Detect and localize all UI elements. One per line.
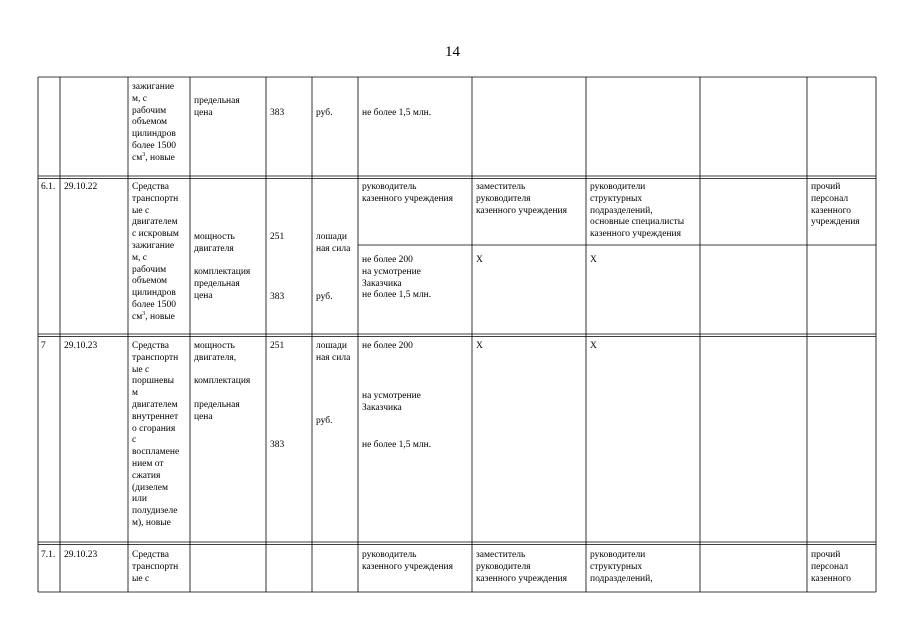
r2-unit-price: руб. — [316, 416, 333, 426]
r2-code-power: 251 — [270, 341, 285, 351]
r3-number: 7.1. — [41, 550, 56, 560]
r1-okpd-code: 29.10.22 — [64, 182, 98, 192]
r0-unit: руб. — [316, 108, 333, 118]
r1-name-line: цилиндров — [132, 288, 176, 299]
r1-name-line: зажигание — [132, 240, 175, 251]
r1-name-unit-line — [132, 312, 179, 324]
r3-header-deputy: заместитель руководителя казенного учреждения — [476, 550, 568, 584]
r1-name-line: Средства — [132, 182, 169, 192]
r1-name-line: рабочим — [132, 264, 167, 275]
r1-name-line: двигателем — [132, 217, 178, 228]
r1-name-line: м, с — [132, 252, 147, 263]
r0-code: 383 — [270, 108, 285, 118]
r1-name-line: ые с — [132, 205, 150, 216]
r1-characteristic: мощность двигателя комплектация предельная цена — [194, 232, 251, 301]
r1-name-line: объемом — [132, 276, 168, 287]
r0-name-unit-line — [132, 153, 176, 165]
r3-header-managers: руководители структурных подразделений, — [590, 550, 653, 584]
r2-name: Средства транспортн ые с поршневы м двигателем внутреннет о сгорания с воспламене нием от сжатия (дизелем или полудизеле м), новые — [132, 341, 180, 528]
r0-name-line: более 1500 — [132, 140, 177, 151]
r1-code-price: 383 — [270, 292, 285, 302]
r2-characteristic: мощность двигателя, комплектация предельная цена — [194, 341, 251, 422]
r1-name-tail: , новые — [145, 311, 175, 322]
r1-name-line: транспортн — [132, 193, 179, 204]
r0-name-tail: , новые — [145, 152, 175, 163]
r1-code-power: 251 — [270, 232, 285, 242]
r1-value-head: не более 200 на усмотрение Заказчика не более 1,5 млн. — [362, 255, 432, 301]
r0-name-line: м, с — [132, 93, 147, 104]
r2-value-power: не более 200 — [362, 341, 413, 351]
r3-name: Средства транспортн ые с — [132, 550, 179, 584]
r0-name-line: зажигание — [132, 82, 175, 92]
r1-name-unit: см — [132, 311, 143, 322]
r0-characteristic: предельная цена — [194, 96, 240, 118]
r3-okpd-code: 29.10.23 — [64, 550, 98, 560]
r3-header-other-staff: прочий персонал казенного — [811, 550, 851, 584]
r0-name-line: объемом — [132, 117, 168, 128]
r1-header-head: руководитель казенного учреждения — [362, 182, 454, 204]
r0-value: не более 1,5 млн. — [362, 108, 432, 118]
r1-unit-price: руб. — [316, 292, 333, 302]
r2-value-price: не более 1,5 млн. — [362, 440, 432, 450]
r0-name-unit-sup: 3 — [142, 151, 146, 158]
r1-header-managers: руководители структурных подразделений, основные специалисты казенного учреждения — [590, 182, 685, 240]
r0-name-unit: см — [132, 152, 143, 163]
r1-number: 6.1. — [41, 182, 56, 192]
r2-value-managers: Х — [590, 341, 597, 351]
r1-name-unit-sup: 3 — [142, 310, 146, 317]
r0-name-line: рабочим — [132, 105, 167, 116]
r1-name-line: более 1500 — [132, 299, 177, 310]
r3-header-head: руководитель казенного учреждения — [362, 550, 454, 572]
r0-name-line: цилиндров — [132, 129, 176, 140]
r1-header-deputy: заместитель руководителя казенного учреждения — [476, 182, 568, 216]
r1-name-cell — [132, 182, 179, 324]
r2-okpd-code: 29.10.23 — [64, 341, 98, 351]
r1-unit-power: лошади ная сила — [316, 232, 351, 254]
r0-name-cell — [132, 82, 176, 165]
r1-value-managers: Х — [590, 255, 597, 265]
r2-number: 7 — [41, 341, 46, 351]
r2-unit-power: лошади ная сила — [316, 341, 351, 363]
page-number: 14 — [445, 44, 460, 60]
r1-name-line: с искровым — [132, 229, 179, 240]
r2-code-price: 383 — [270, 440, 285, 450]
r2-value-equipment: на усмотрение Заказчика — [362, 391, 421, 413]
r1-header-other-staff: прочий персонал казенного учреждения — [811, 182, 860, 228]
r2-value-deputy: Х — [476, 341, 483, 351]
r1-value-deputy: Х — [476, 255, 483, 265]
